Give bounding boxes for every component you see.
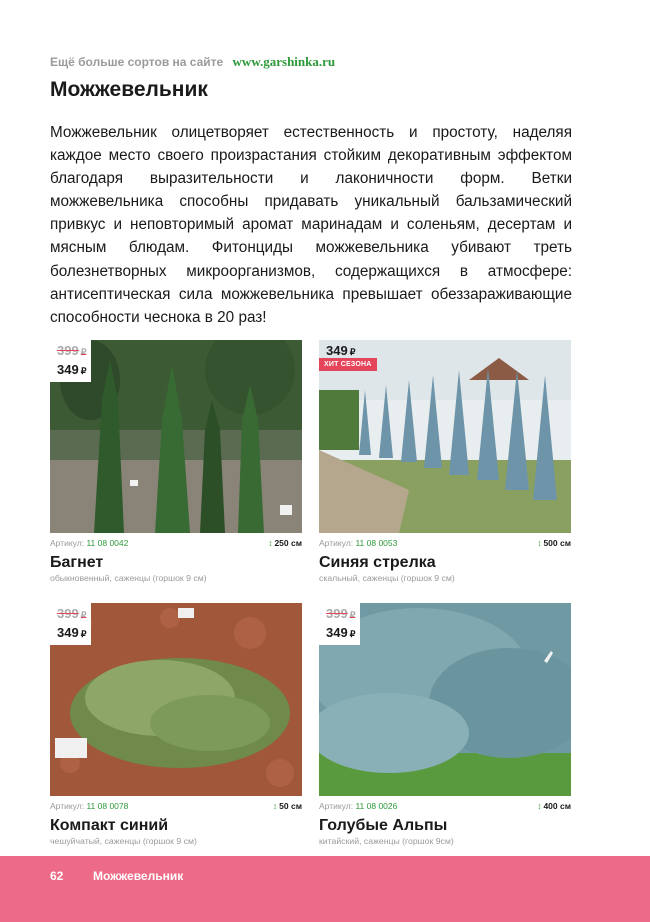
product-card-blue-alps[interactable] <box>319 603 571 846</box>
price-box <box>50 603 91 645</box>
hit-season-badge: ХИТ СЕЗОНА <box>319 358 377 371</box>
product-description: чешуйчатый, саженцы (горшок 9 см) <box>50 836 197 846</box>
product-meta: Артикул: 11 08 0042 ↕ 250 см <box>50 538 302 548</box>
product-photo <box>319 603 571 796</box>
product-description: китайский, саженцы (горшок 9см) <box>319 836 454 846</box>
current-price: 349 ₽ <box>57 625 87 640</box>
product-description: обыкновенный, саженцы (горшок 9 см) <box>50 573 207 583</box>
product-meta: Артикул: 11 08 0026 ↕ 400 см <box>319 801 571 811</box>
page-footer <box>0 856 650 922</box>
price-box <box>50 340 91 382</box>
product-photo <box>50 340 302 533</box>
product-name[interactable]: Голубые Альпы <box>319 817 448 834</box>
article-code: 11 08 0026 <box>355 801 398 811</box>
old-price: 399 ₽ <box>57 343 87 358</box>
plant-height: ↕ 250 см <box>268 538 302 548</box>
footer-section-title: Можжевельник <box>93 869 184 883</box>
article-code: 11 08 0053 <box>355 538 398 548</box>
old-price: 399 ₽ <box>57 606 87 621</box>
old-price: 399 ₽ <box>326 606 356 621</box>
height-arrow-icon: ↕ <box>537 538 542 548</box>
intro-paragraph: Можжевельник олицетворяет естественность и простоту, наделяя каждое место своего произрастания стойким декоративным эффектом благодаря выразительности и лаконичности форм. Ветки можжевельника способны придавать уникальный бальзамический привкус и неповторимый аромат маринадам и соленьям, десертам и мясным блюдам. Фитонциды можжевельника убивают треть болезнетворных микроорганизмов, содержащихся в атмосфере: антисептическая сила можжевельника превышает обеззараживающие способности чеснока в 20 раз! <box>50 124 572 326</box>
product-meta: Артикул: 11 08 0053 ↕ 500 см <box>319 538 571 548</box>
plant-height: ↕ 50 см <box>272 801 302 811</box>
product-card-compact-blue[interactable] <box>50 603 302 846</box>
product-name[interactable]: Синяя стрелка <box>319 554 436 571</box>
page-title: Можжевельник <box>50 78 208 101</box>
article-code: 11 08 0042 <box>86 538 129 548</box>
site-promo-line <box>50 54 335 70</box>
plant-height: ↕ 500 см <box>537 538 571 548</box>
product-card-blue-arrow[interactable] <box>319 340 571 583</box>
product-photo <box>319 340 571 533</box>
site-promo-text: Ещё больше сортов на сайте <box>50 55 224 69</box>
product-photo <box>50 603 302 796</box>
article-code: 11 08 0078 <box>86 801 129 811</box>
product-card-bagnet[interactable] <box>50 340 302 583</box>
site-link[interactable]: www.garshinka.ru <box>232 54 336 69</box>
page-number: 62 <box>50 869 64 883</box>
product-name[interactable]: Багнет <box>50 554 104 571</box>
product-name[interactable]: Компакт синий <box>50 817 169 834</box>
product-description: скальный, саженцы (горшок 9 см) <box>319 573 455 583</box>
product-meta: Артикул: 11 08 0078 ↕ 50 см <box>50 801 302 811</box>
price-box <box>319 603 360 645</box>
height-arrow-icon: ↕ <box>268 538 273 548</box>
current-price: 349 ₽ <box>57 362 87 377</box>
height-arrow-icon: ↕ <box>537 801 542 811</box>
plant-height: ↕ 400 см <box>537 801 571 811</box>
current-price: 349 ₽ <box>326 343 356 358</box>
current-price: 349 ₽ <box>326 625 356 640</box>
height-arrow-icon: ↕ <box>272 801 278 811</box>
